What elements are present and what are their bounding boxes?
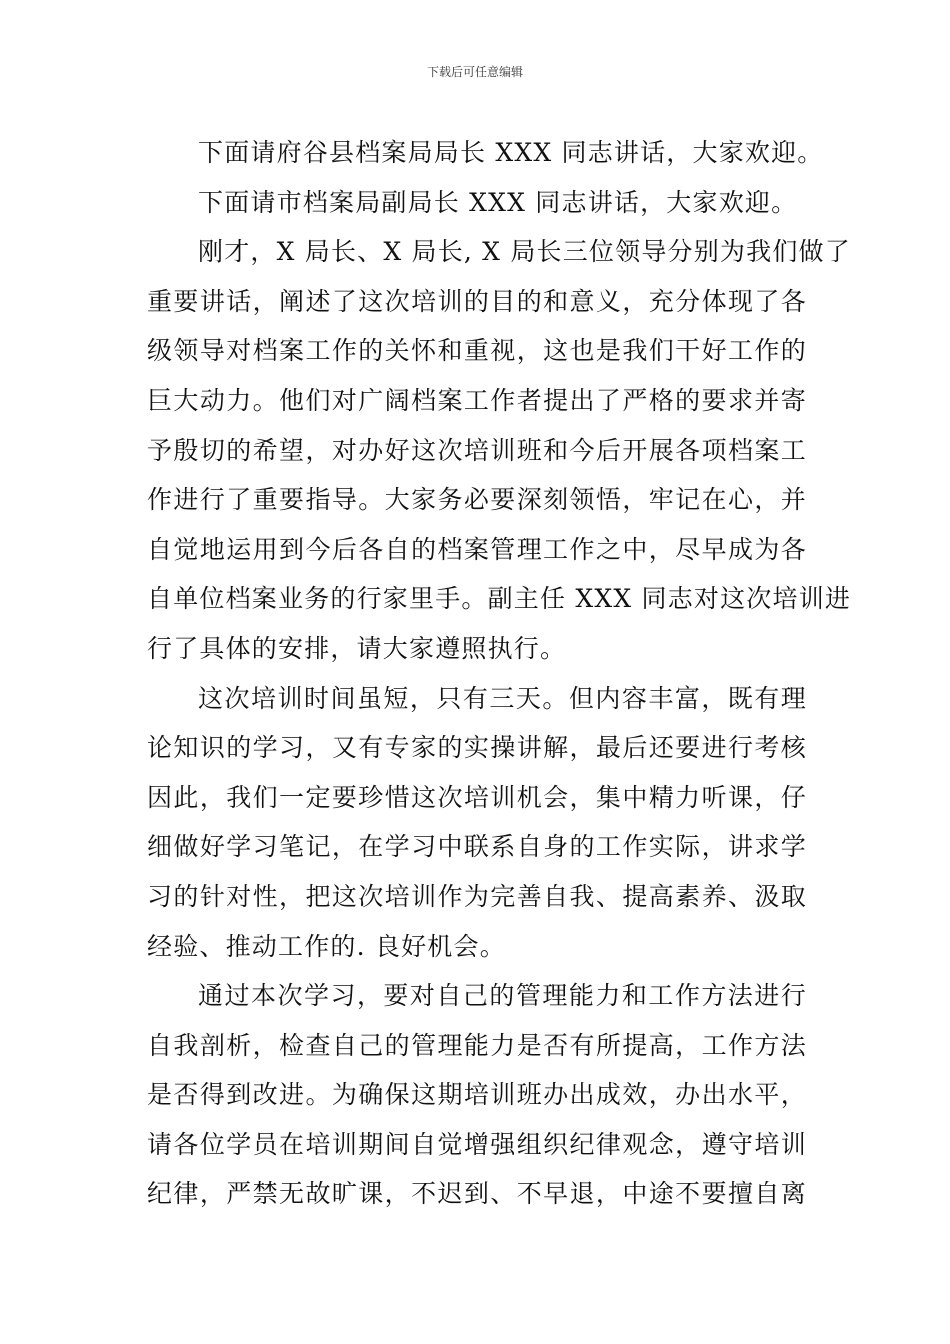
text-line: 级领导对档案工作的关怀和重视，这也是我们干好工作的	[147, 336, 807, 366]
text-line: 自我剖析，检查自己的管理能力是否有所提高，工作方法	[147, 1030, 807, 1060]
text-line: 细做好学习笔记，在学习中联系自身的工作实际，讲求学	[147, 832, 807, 862]
text-line: 自觉地运用到今后各自的档案管理工作之中，尽早成为各	[147, 534, 807, 564]
text-line: 通过本次学习，要对自己的管理能力和工作方法进行	[198, 981, 807, 1011]
text-line: 重要讲话，阐述了这次培训的目的和意义，充分体现了各	[147, 286, 807, 316]
text-line: 纪律，严禁无故旷课，不迟到、不早退，中途不要擅自离	[147, 1179, 807, 1209]
text-line: 下面请市档案局副局长 XXX 同志讲话，大家欢迎。	[198, 187, 798, 217]
text-line: 刚才，X 局长、X 局长, X 局长三位领导分别为我们做了	[198, 237, 851, 267]
text-line: 习的针对性，把这次培训作为完善自我、提高素养、汲取	[147, 881, 807, 911]
page-header: 下载后可任意编辑	[426, 65, 523, 79]
text-line: 请各位学员在培训期间自觉增强组织纪律观念，遵守培训	[147, 1129, 807, 1159]
text-line: 予殷切的希望，对办好这次培训班和今后开展各项档案工	[147, 435, 807, 465]
text-line: 行了具体的安排，请大家遵照执行。	[147, 633, 567, 663]
text-line: 论知识的学习，又有专家的实操讲解，最后还要进行考核	[147, 733, 807, 763]
text-line: 巨大动力。他们对广阔档案工作者提出了严格的要求并寄	[147, 385, 807, 415]
text-line: 这次培训时间虽短，只有三天。但内容丰富，既有理	[198, 683, 807, 713]
text-line: 下面请府谷县档案局局长 XXX 同志讲话，大家欢迎。	[198, 138, 824, 167]
text-line: 经验、推动工作的. 良好机会。	[147, 931, 506, 961]
text-line: 自单位档案业务的行家里手。副主任 XXX 同志对这次培训进	[147, 584, 852, 614]
document-body	[147, 128, 852, 1219]
text-line: 因此，我们一定要珍惜这次培训机会，集中精力听课，仔	[147, 782, 807, 812]
text-line: 作进行了重要指导。大家务必要深刻领悟，牢记在心，并	[147, 485, 807, 515]
text-line: 是否得到改进。为确保这期培训班办出成效，办出水平，	[147, 1080, 807, 1110]
